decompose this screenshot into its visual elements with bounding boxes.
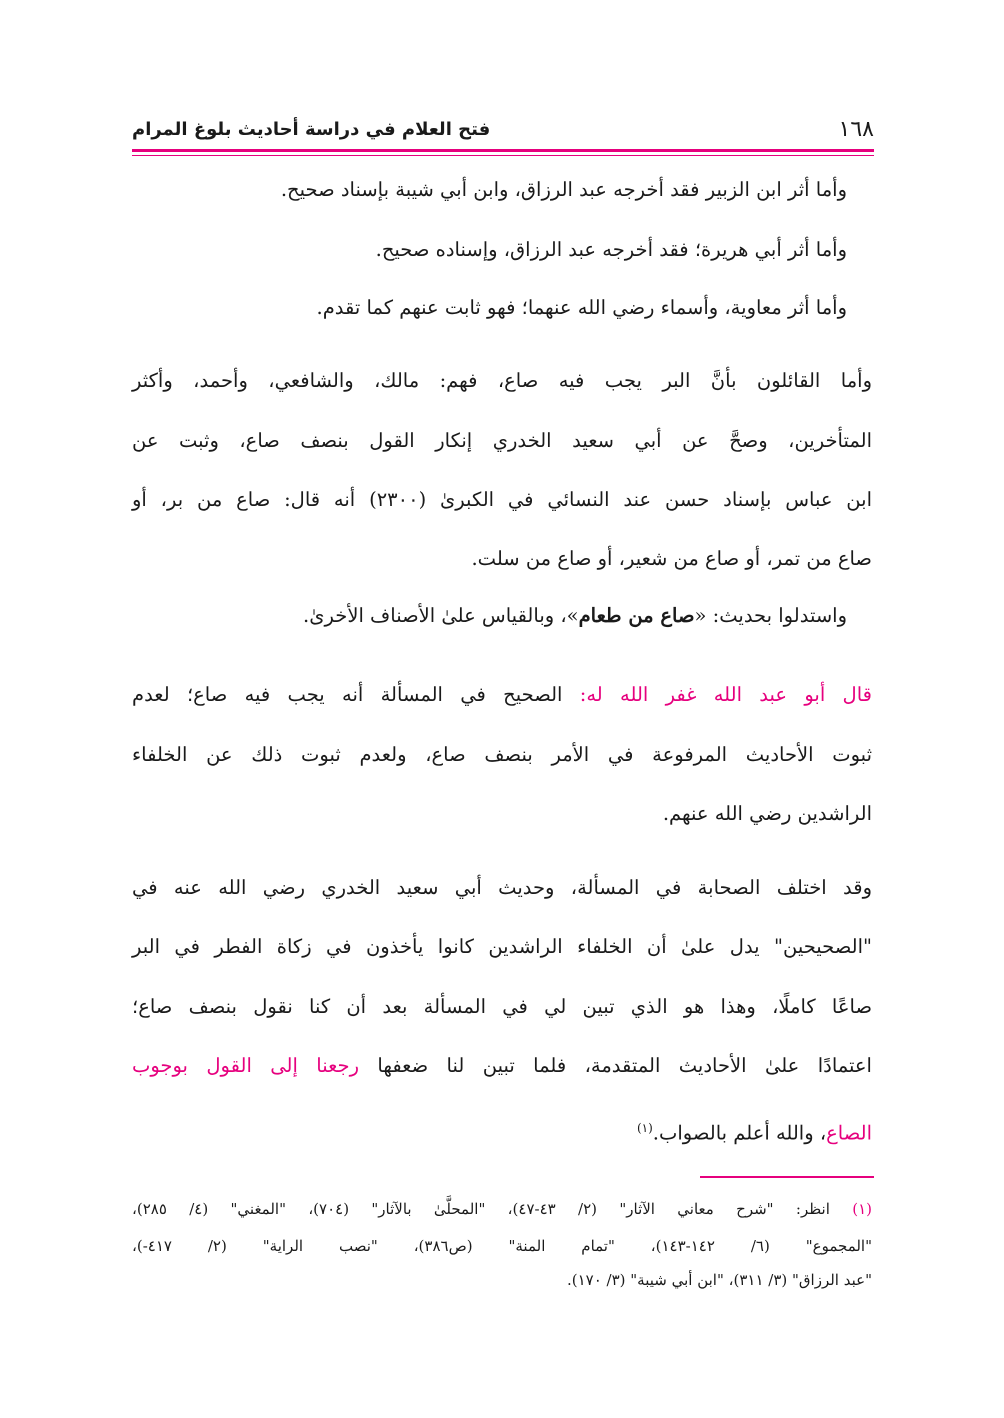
text-line: المتأخرين، وصحَّ عن أبي سعيد الخدري إنكار القول بنصف صاع، وثبت عن (132, 429, 872, 452)
text-run: واستدلوا بحديث: « (694, 604, 847, 627)
text-line (132, 680, 872, 710)
text-line (132, 1051, 872, 1081)
text-run: »، وبالقياس علىٰ الأصناف الأخرىٰ. (303, 604, 579, 627)
author-label: قال أبو عبد الله غفر الله له: (579, 683, 872, 706)
page-number: ١٦٨ (838, 116, 874, 142)
text-line: الراشدين رضي الله عنهم. (662, 802, 872, 825)
footnote-line: "عبد الرزاق" (٣/ ٣١١)، "ابن أبي شيبة" (٣/ ١٧٠). (566, 1271, 872, 1289)
hadith-quote: صاع من طعام (578, 604, 695, 627)
text-run: الصحيح في المسألة أنه يجب فيه صاع؛ لعدم (132, 683, 580, 706)
footnote-text: انظر: "شرح معاني الآثار" (٢/ ٤٣-٤٧)، "المحلَّىٰ بالآثار" (٧٠٤)، "المغني" (٤/ ٢٨٥)، (132, 1200, 853, 1218)
text-line: ثبوت الأحاديث المرفوعة في الأمر بنصف صاع، ولعدم ثبوت ذلك عن الخلفاء (132, 743, 872, 766)
footnote-rule (700, 1176, 874, 1178)
text-line: صاع من تمر، أو صاع من شعير، أو صاع من سلت. (471, 547, 872, 570)
text-line (637, 1113, 872, 1149)
header-rule-thin (132, 155, 874, 156)
header-rule-thick (132, 149, 874, 152)
page-header (132, 112, 874, 146)
text-line: ابن عباس بإسناد حسن عند النسائي في الكبرىٰ (٢٣٠٠) أنه قال: صاع من بر، أو (132, 488, 872, 511)
footnote-line: "المجموع" (٦/ ١٤٢-١٤٣)، "تمام المنة" (ص٣٨٦)، "نصب الراية" (٢/ ٤١٧-)، (132, 1237, 873, 1255)
footnote-marker[interactable]: (١) (636, 1121, 653, 1135)
text-line (303, 601, 847, 631)
text-line: وأما أثر ابن الزبير فقد أخرجه عبد الرزاق، وابن أبي شيبة بإسناد صحيح. (280, 178, 847, 201)
text-line: وأما القائلون بأنَّ البر يجب فيه صاع، فهم: مالك، والشافعي، وأحمد، وأكثر (132, 369, 872, 392)
text-line: وأما أثر معاوية، وأسماء رضي الله عنهما؛ فهو ثابت عنهم كما تقدم. (316, 296, 847, 319)
book-title: فتح العلام في دراسة أحاديث بلوغ المرام (132, 118, 491, 140)
footnote-number: (١) (852, 1200, 872, 1218)
text-run: ، والله أعلم بالصواب. (652, 1121, 827, 1145)
text-line: صاعًا كاملًا، وهذا هو الذي تبين لي في المسألة بعد أن كنا نقول بنصف صاع؛ (132, 995, 872, 1018)
text-line: وأما أثر أبي هريرة؛ فقد أخرجه عبد الرزاق، وإسناده صحيح. (375, 238, 847, 261)
text-line: "الصحيحين" يدل علىٰ أن الخلفاء الراشدين كانوا يأخذون في زكاة الفطر في البر (132, 935, 872, 958)
highlighted-text: رجعنا إلى القول بوجوب (132, 1054, 359, 1077)
highlighted-text: الصاع (826, 1121, 872, 1145)
text-line: وقد اختلف الصحابة في المسألة، وحديث أبي سعيد الخدري رضي الله عنه في (132, 876, 872, 899)
footnote-line (132, 1198, 872, 1220)
text-run: اعتمادًا علىٰ الأحاديث المتقدمة، فلما تبين لنا ضعفها (358, 1054, 872, 1077)
